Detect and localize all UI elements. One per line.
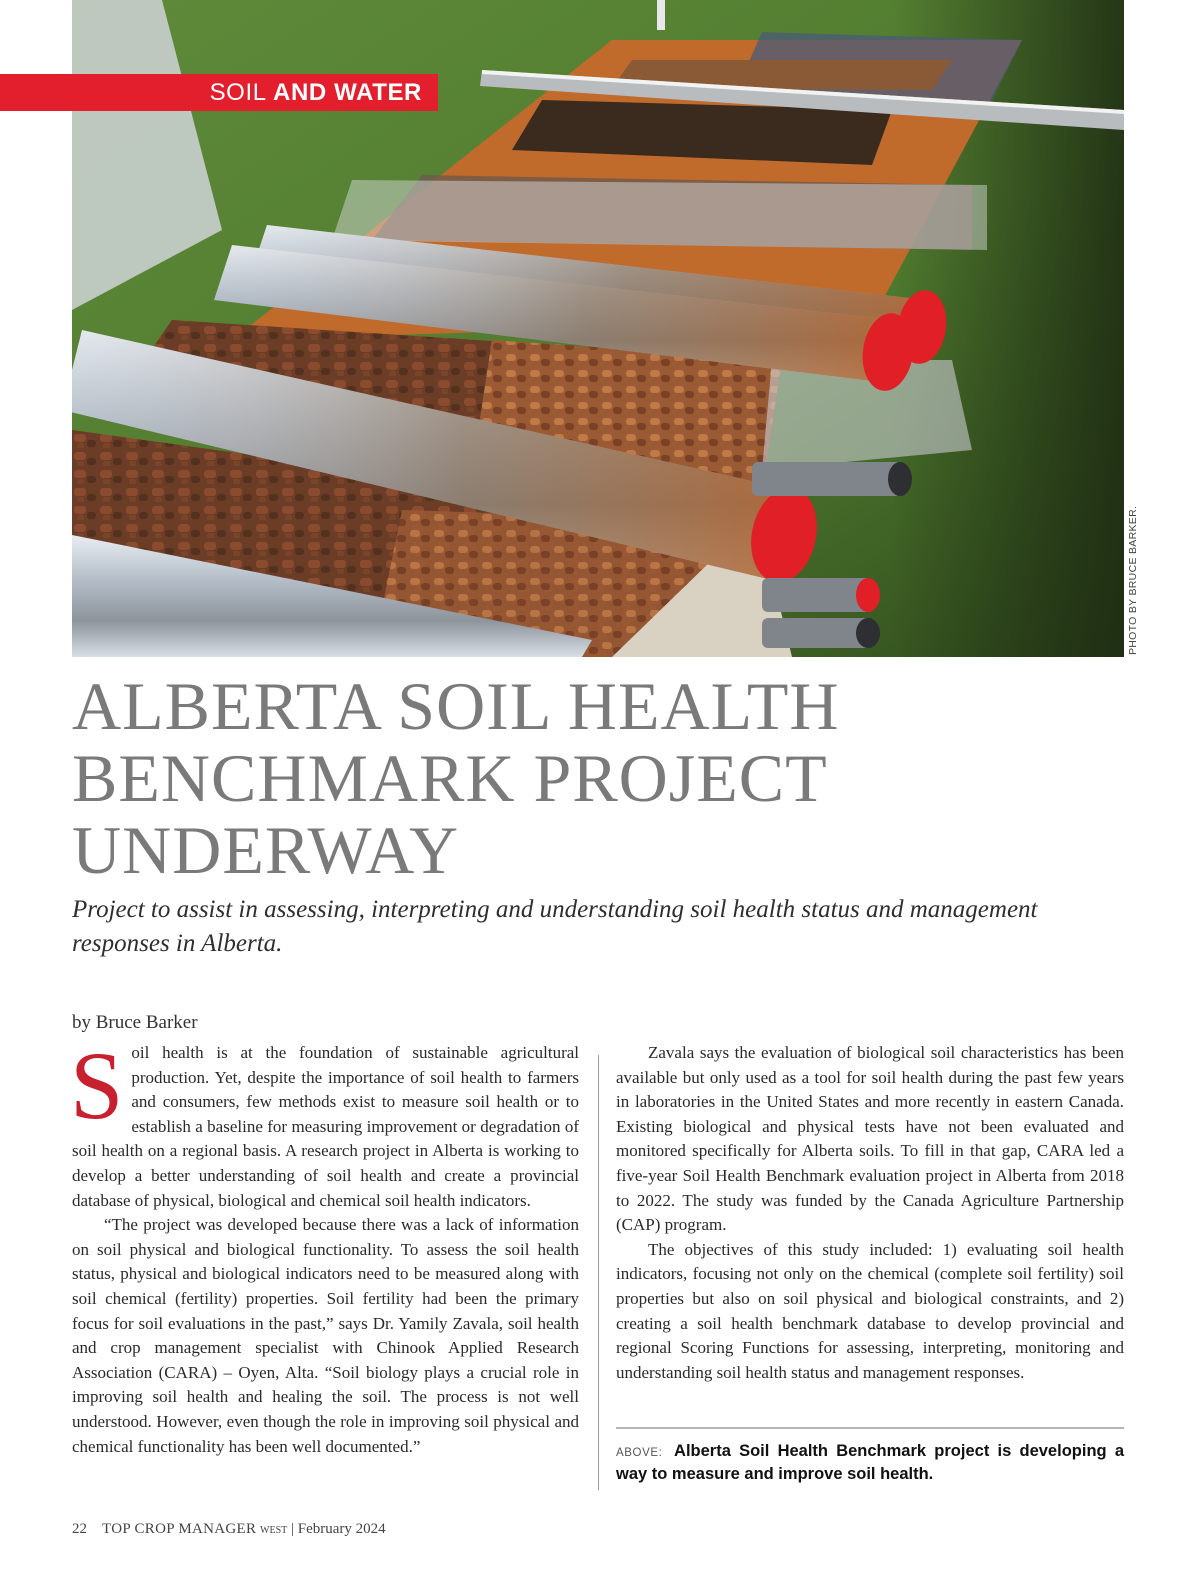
headline-line: BENCHMARK PROJECT (72, 740, 828, 816)
article-headline (72, 670, 1072, 886)
paragraph-text: oil health is at the foundation of sustainable agricultural production. Yet, despite the importance of soil health to farmers and consumers, few methods exist to measure soil health or to establish a baseline for measuring improvement or degradation of soil health on a regional basis. A research project in Alberta is working to develop a better understanding of soil health and create a provincial database of physical, biological and chemical soil health indicators. (72, 1043, 579, 1210)
column-divider (598, 1055, 599, 1490)
section-label-bold: AND WATER (273, 79, 422, 106)
drop-cap: S (70, 1032, 124, 1139)
page-footer (72, 1521, 386, 1538)
page-number: 22 (72, 1521, 87, 1537)
byline: by Bruce Barker (72, 1012, 198, 1033)
footer-separator: | (291, 1521, 295, 1537)
magazine-name: TOP CROP MANAGER (102, 1521, 257, 1537)
section-banner (0, 74, 438, 111)
caption-rule (616, 1427, 1124, 1429)
caption-label: ABOVE: (616, 1447, 663, 1459)
body-paragraph: Zavala says the evaluation of biological soil characteristics has been available but only used as a tool for soil health during the past few years in laboratories in the United States and more recently in eastern Canada. Existing biological and physical tests have not been evaluated and monitored specifically for Alberta soils. To fill in that gap, CARA led a five-year Soil Health Benchmark evaluation project in Alberta from 2018 to 2022. The study was funded by the Canada Agriculture Partnership (CAP) program. (616, 1043, 1124, 1235)
body-column-left (70, 1032, 579, 1459)
body-column-right (616, 1041, 1124, 1385)
photo-credit: PHOTO BY BRUCE BARKER. (1127, 505, 1139, 655)
article-deck: Project to assist in assessing, interpreting and understanding soil health status and management responses in Alberta. (72, 896, 1038, 957)
section-label-light: SOIL (209, 79, 266, 106)
body-paragraph: “The project was developed because there was a lack of information on soil physical and biological functionality. To assess the soil health status, physical and biological indicators need to be measured along with soil chemical (fertility) properties. Soil fertility had been the primary focus for soil evaluations in the past,” says Dr. Yamily Zavala, soil health and crop management specialist with Chinook Applied Research Association (CARA) – Oyen, Alta. “Soil biology plays a crucial role in improving soil health and healing the soil. The process is not well understood. However, even though the role in improving soil physical and chemical functionality has been well documented.” (72, 1215, 579, 1456)
headline-line: UNDERWAY (72, 812, 460, 888)
issue-date: February 2024 (297, 1521, 386, 1537)
body-paragraph (70, 1032, 579, 1213)
magazine-edition: west (260, 1522, 288, 1537)
caption-text: Alberta Soil Health Benchmark project is developing a way to measure and improve soil health. (616, 1442, 1124, 1483)
body-paragraph: The objectives of this study included: 1) evaluating soil health indicators, focusing not only on the chemical (complete soil fertility) soil properties but also on soil physical and biological constraints, and 2) creating a soil health benchmark database to develop provincial and regional Scoring Functions for assessing, interpreting, monitoring and understanding soil health status and management responses. (616, 1239, 1124, 1382)
headline-line: ALBERTA SOIL HEALTH (72, 668, 840, 744)
photo-caption (616, 1441, 1124, 1485)
